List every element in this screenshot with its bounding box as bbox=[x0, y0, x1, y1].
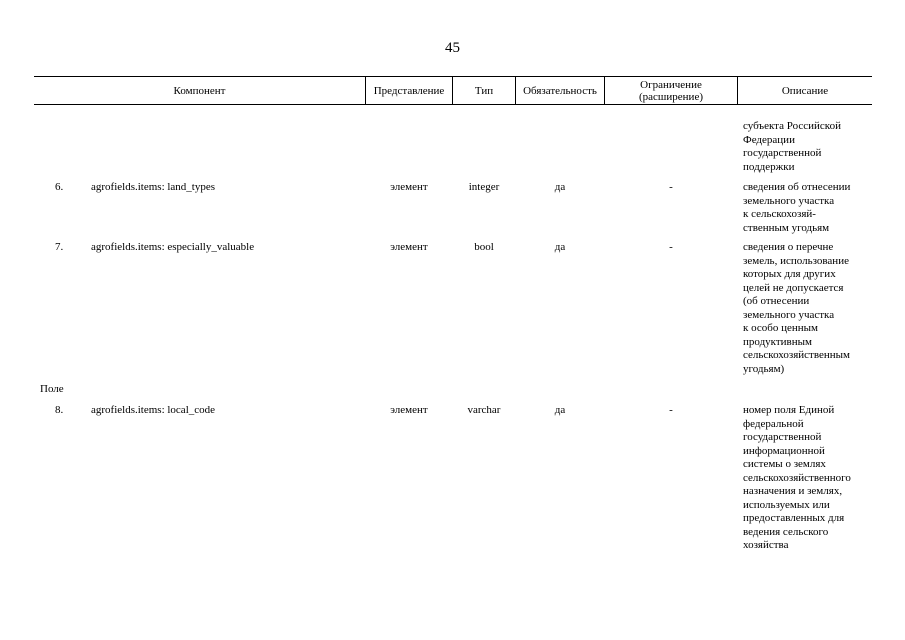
row-number: 6. bbox=[55, 181, 64, 193]
header-restriction bbox=[605, 77, 737, 104]
row-type: varchar bbox=[467, 404, 501, 416]
header-restriction-line1: Ограничение bbox=[640, 78, 702, 91]
row-representation: элемент bbox=[390, 181, 428, 193]
header-description: Описание bbox=[781, 84, 829, 97]
header-representation: Представление bbox=[373, 84, 445, 97]
continuation-description: субъекта Российской Федерации государственной поддержки bbox=[743, 120, 841, 173]
row-type: integer bbox=[468, 181, 500, 193]
row-restriction: - bbox=[669, 404, 673, 416]
row-component: agrofields.items: especially_valuable bbox=[91, 241, 255, 253]
header-type: Тип bbox=[474, 84, 494, 97]
row-required: да bbox=[554, 404, 566, 416]
section-label: Поле bbox=[40, 383, 64, 395]
row-restriction: - bbox=[669, 181, 673, 193]
row-representation: элемент bbox=[390, 404, 428, 416]
header-component: Компонент bbox=[173, 84, 226, 97]
row-description: сведения о перечне земель, использование которых для других целей не допускается (об отнесении земельного участка к особо ценным продуктивным сельскохозяйственным угодьям) bbox=[743, 241, 850, 375]
row-required: да bbox=[554, 241, 566, 253]
header-restriction-line2: (расширение) bbox=[639, 90, 703, 103]
row-representation: элемент bbox=[390, 241, 428, 253]
header-required: Обязательность bbox=[523, 84, 597, 97]
row-description: сведения об отнесении земельного участка к сельскохозяй- ственным угодьям bbox=[743, 181, 851, 234]
table-header-bottom-rule bbox=[34, 104, 872, 105]
row-type: bool bbox=[474, 241, 494, 253]
row-required: да bbox=[554, 181, 566, 193]
row-component: agrofields.items: land_types bbox=[91, 181, 216, 193]
row-restriction: - bbox=[669, 241, 673, 253]
row-number: 8. bbox=[55, 404, 64, 416]
row-number: 7. bbox=[55, 241, 64, 253]
row-description: номер поля Единой федеральной государственной информационной системы о землях сельскохозяйственного назначения и землях, используемых или предоставленных для ведения сельского хозяйства bbox=[743, 404, 851, 551]
row-component: agrofields.items: local_code bbox=[91, 404, 216, 416]
page-number: 45 bbox=[445, 40, 460, 56]
